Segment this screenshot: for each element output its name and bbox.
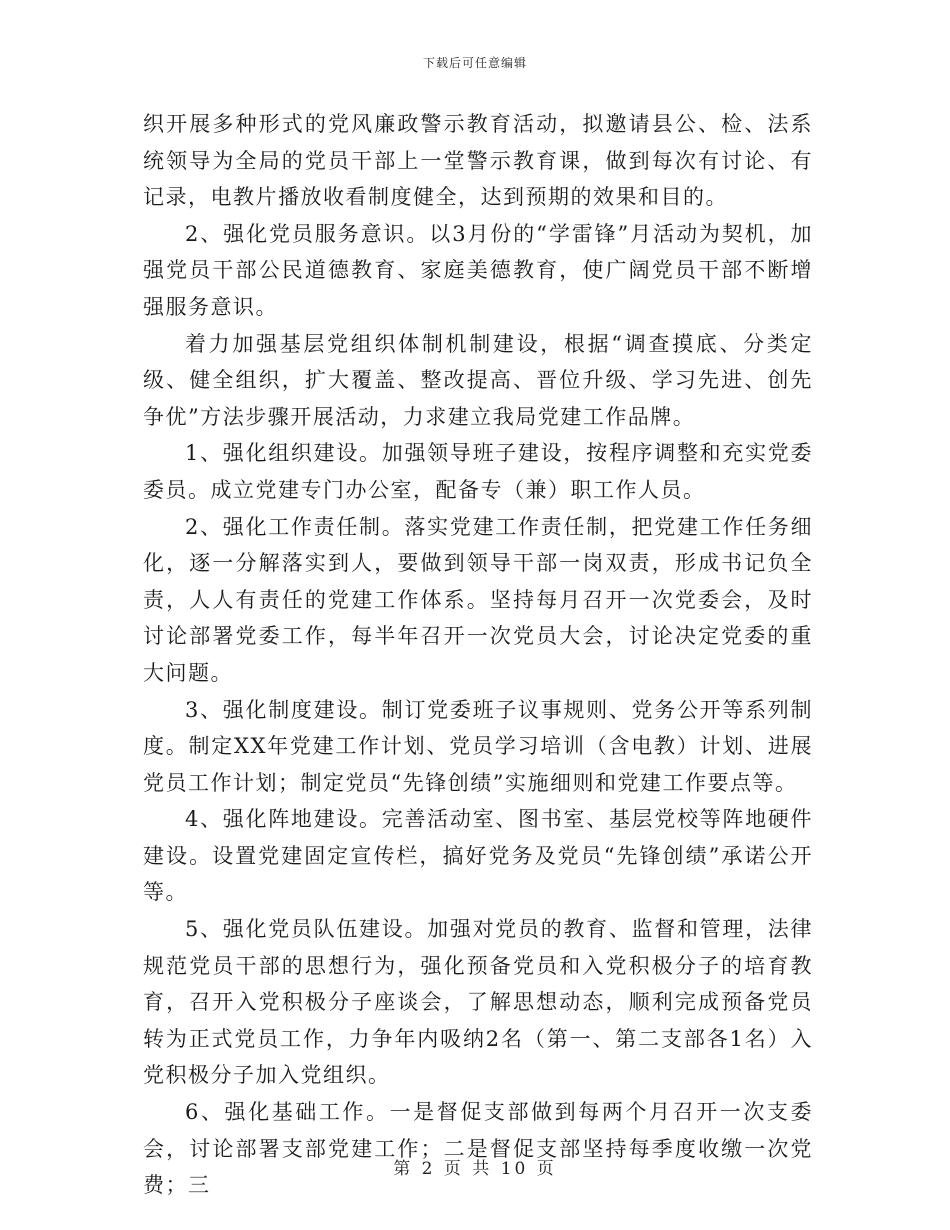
paragraph: 着力加强基层党组织体制机制建设，根据“调查摸底、分类定级、健全组织，扩大覆盖、整改提高、晋位升级、学习先进、创先争优”方法步骤开展活动，力求建立我局党建工作品牌。	[143, 331, 813, 429]
paragraph: 5、强化党员队伍建设。加强对党员的教育、监督和管理，法律规范党员干部的思想行为，强化预备党员和入党积极分子的培育教育，召开入党积极分子座谈会，了解思想动态，顺利完成预备党员转为正式党员工作，力争年内吸纳2名（第一、第二支部各1名）入党积极分子加入党组织。	[143, 917, 813, 1088]
document-body	[143, 106, 813, 1204]
paragraph: 2、强化工作责任制。落实党建工作责任制，把党建工作任务细化，逐一分解落实到人，要做到领导干部一岗双责，形成书记负全责，人人有责任的党建工作体系。坚持每月召开一次党委会，及时讨论部署党委工作，每半年召开一次党员大会，讨论决定党委的重大问题。	[143, 514, 813, 685]
paragraph: 3、强化制度建设。制订党委班子议事规则、党务公开等系列制度。制定XX年党建工作计划、党员学习培训（含电教）计划、进展党员工作计划；制定党员“先锋创绩”实施细则和党建工作要点等。	[143, 697, 813, 795]
paragraph: 4、强化阵地建设。完善活动室、图书室、基层党校等阵地硬件建设。设置党建固定宣传栏，搞好党务及党员“先锋创绩”承诺公开等。	[143, 807, 813, 905]
paragraph: 1、强化组织建设。加强领导班子建设，按程序调整和充实党委委员。成立党建专门办公室，配备专（兼）职工作人员。	[143, 441, 813, 502]
page-number: 第 2 页 共 10 页	[393, 1159, 557, 1179]
paragraph: 织开展多种形式的党风廉政警示教育活动，拟邀请县公、检、法系统领导为全局的党员干部上一堂警示教育课，做到每次有讨论、有记录，电教片播放收看制度健全，达到预期的效果和目的。	[143, 112, 813, 210]
paragraph: 2、强化党员服务意识。以3月份的“学雷锋”月活动为契机，加强党员干部公民道德教育、家庭美德教育，使广阔党员干部不断增强服务意识。	[143, 221, 813, 319]
paragraph: 6、强化基础工作。一是督促支部做到每两个月召开一次支委会，讨论部署支部党建工作；二是督促支部坚持每季度收缴一次党费；三	[143, 1100, 813, 1198]
page-header: 下载后可任意编辑	[422, 56, 527, 70]
